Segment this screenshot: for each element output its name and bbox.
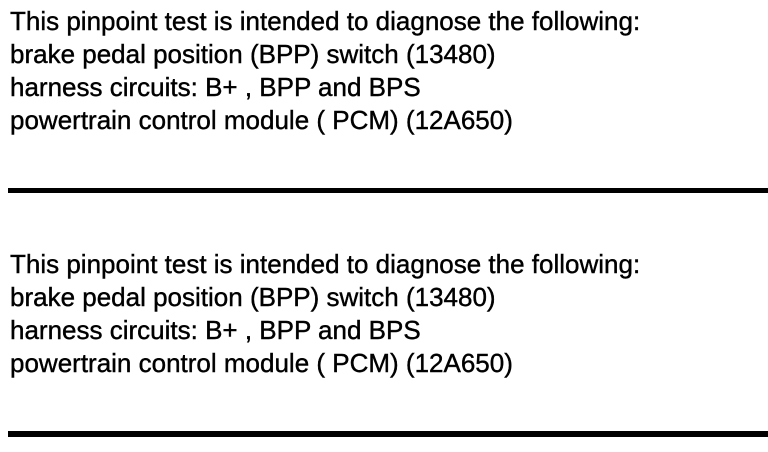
- intro-line: This pinpoint test is intended to diagnose the following:: [10, 6, 641, 36]
- harness-circuits-line: harness circuits: B+ , BPP and BPS: [10, 72, 421, 102]
- pcm-line: powertrain control module ( PCM) (12A650): [10, 348, 513, 378]
- intro-line: This pinpoint test is intended to diagnose the following:: [10, 249, 641, 279]
- horizontal-rule-divider-1: [8, 188, 768, 193]
- harness-circuits-line: harness circuits: B+ , BPP and BPS: [10, 315, 421, 345]
- pinpoint-test-description-block-1: [10, 5, 768, 137]
- bpp-switch-line: brake pedal position (BPP) switch (13480): [10, 39, 496, 69]
- pcm-line: powertrain control module ( PCM) (12A650): [10, 105, 513, 135]
- pinpoint-test-description-block-2: [10, 248, 768, 380]
- bpp-switch-line: brake pedal position (BPP) switch (13480): [10, 282, 496, 312]
- horizontal-rule-divider-2: [8, 431, 768, 437]
